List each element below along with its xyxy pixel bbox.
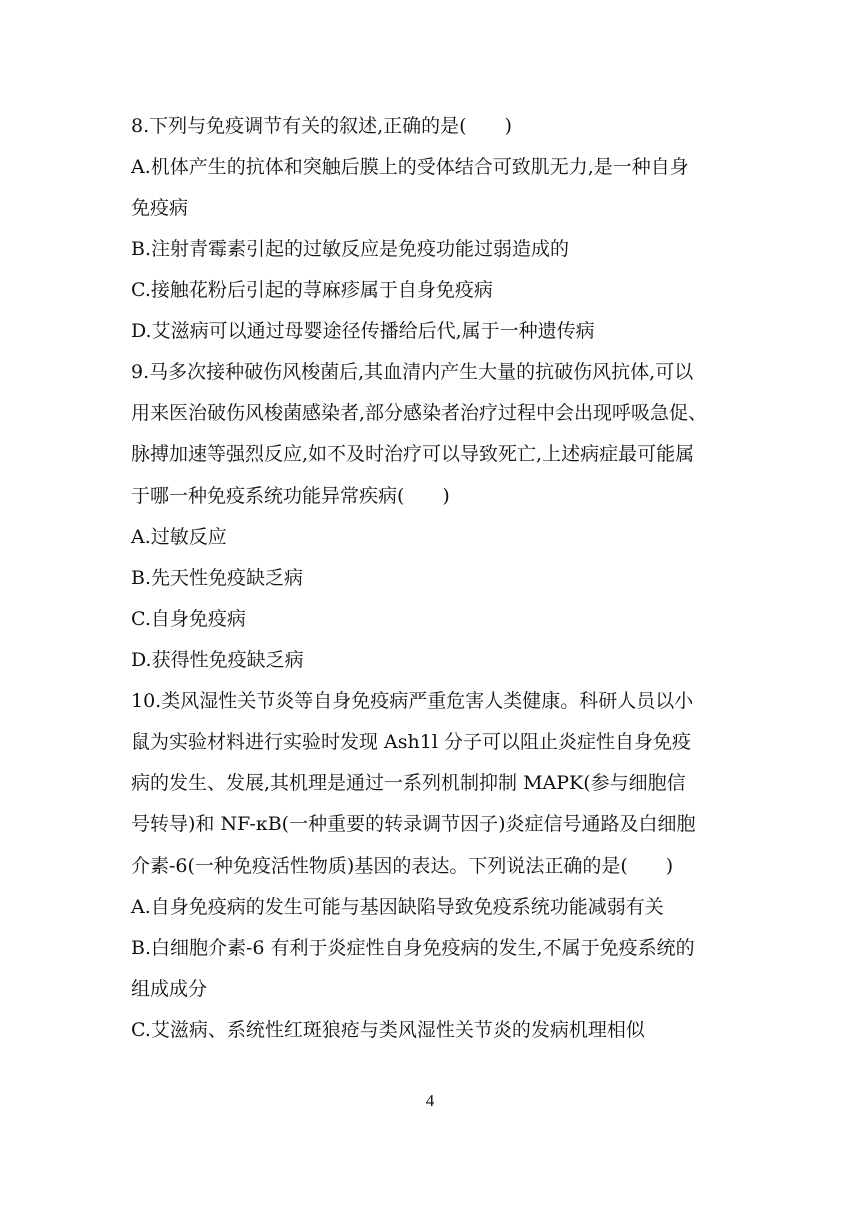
question-10-stem-line-4: 号转导)和 NF-κB(一种重要的转录调节因子)炎症信号通路及白细胞	[131, 813, 696, 835]
page-number: 4	[425, 1091, 435, 1110]
question-8-option-a-continued: 免疫病	[131, 197, 189, 219]
question-8-stem: 8.下列与免疫调节有关的叙述,正确的是( )	[131, 115, 512, 137]
question-10-stem-line-5: 介素-6(一种免疫活性物质)基因的表达。下列说法正确的是( )	[131, 855, 674, 877]
question-9-stem-line-4: 于哪一种免疫系统功能异常疾病( )	[131, 485, 450, 507]
question-9-option-a: A.过敏反应	[131, 526, 227, 548]
question-9-option-b: B.先天性免疫缺乏病	[131, 567, 304, 589]
question-9-option-c: C.自身免疫病	[131, 608, 246, 630]
question-8-option-b: B.注射青霉素引起的过敏反应是免疫功能过弱造成的	[131, 238, 570, 260]
question-8-option-d: D.艾滋病可以通过母婴途径传播给后代,属于一种遗传病	[131, 320, 595, 342]
question-10-stem-line-3: 病的发生、发展,其机理是通过一系列机制抑制 MAPK(参与细胞信	[131, 772, 686, 794]
question-8-option-a: A.机体产生的抗体和突触后膜上的受体结合可致肌无力,是一种自身	[131, 156, 689, 178]
question-10-option-b: B.白细胞介素-6 有利于炎症性自身免疫病的发生,不属于免疫系统的	[131, 937, 695, 959]
question-10-option-b-continued: 组成成分	[131, 978, 208, 1000]
question-9-stem-line-3: 脉搏加速等强烈反应,如不及时治疗可以导致死亡,上述病症最可能属	[131, 443, 695, 465]
question-8-option-c: C.接触花粉后引起的荨麻疹属于自身免疫病	[131, 279, 493, 301]
question-9-option-d: D.获得性免疫缺乏病	[131, 649, 304, 671]
question-10-option-c: C.艾滋病、系统性红斑狼疮与类风湿性关节炎的发病机理相似	[131, 1019, 645, 1041]
question-9-stem-line-2: 用来医治破伤风梭菌感染者,部分感染者治疗过程中会出现呼吸急促、	[131, 402, 708, 424]
question-9-stem-line-1: 9.马多次接种破伤风梭菌后,其血清内产生大量的抗破伤风抗体,可以	[131, 361, 694, 383]
question-10-option-a: A.自身免疫病的发生可能与基因缺陷导致免疫系统功能减弱有关	[131, 896, 664, 918]
question-10-stem-line-1: 10.类风湿性关节炎等自身免疫病严重危害人类健康。科研人员以小	[131, 690, 694, 712]
question-10-stem-line-2: 鼠为实验材料进行实验时发现 Ash1l 分子可以阻止炎症性自身免疫	[131, 731, 691, 753]
